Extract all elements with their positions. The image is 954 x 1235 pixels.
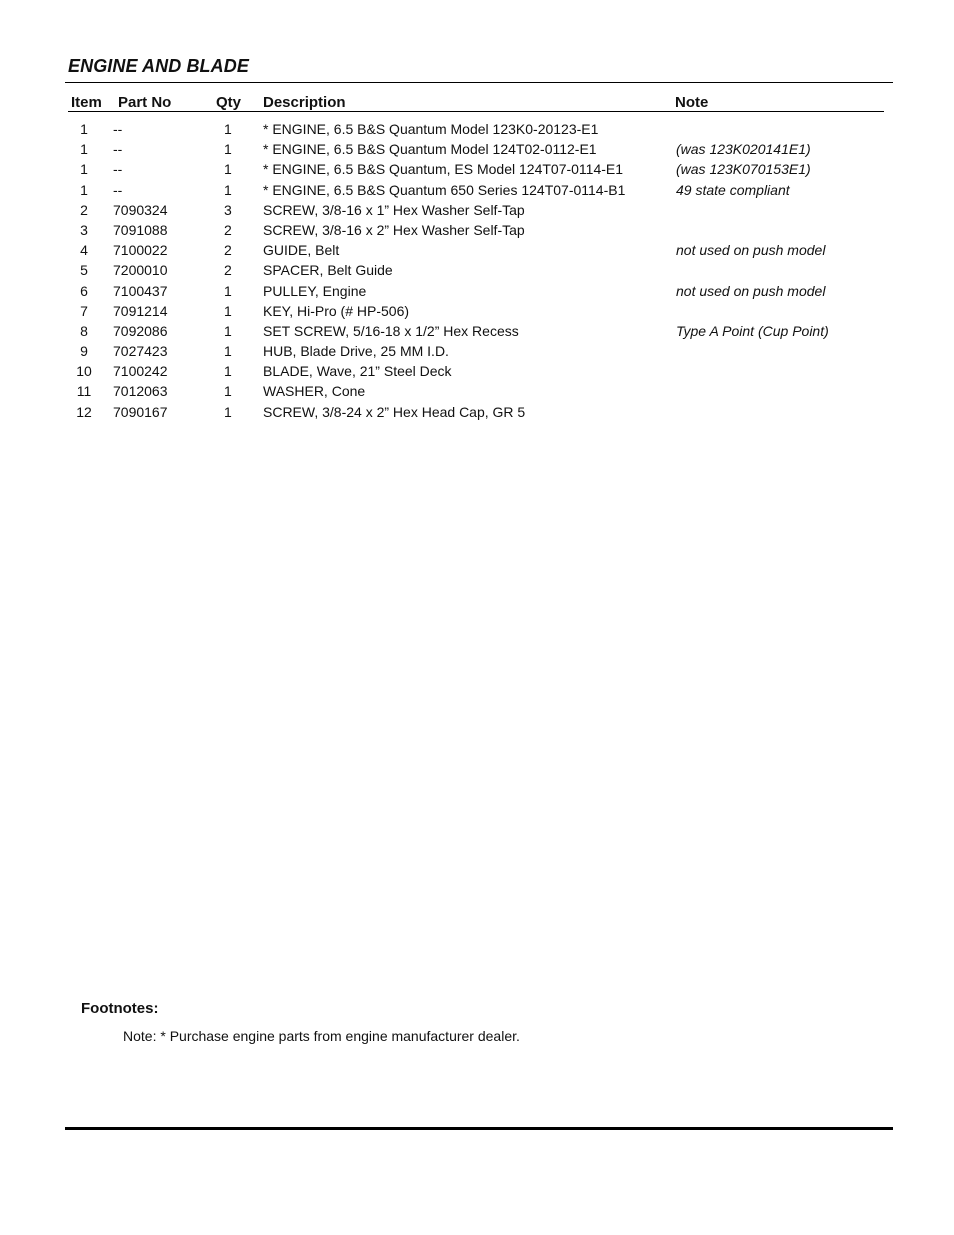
table-row <box>0 404 954 424</box>
cell-note: not used on push model <box>676 282 826 299</box>
table-row <box>0 202 954 222</box>
cell-qty: 1 <box>224 282 232 299</box>
column-header-part-no: Part No <box>118 94 172 111</box>
cell-part-no: 7090167 <box>113 403 168 420</box>
cell-description: SET SCREW, 5/16-18 x 1/2” Hex Recess <box>263 322 519 339</box>
cell-part-no: -- <box>113 161 123 178</box>
cell-item: 5 <box>80 262 88 279</box>
table-row <box>0 182 954 202</box>
cell-part-no: 7092086 <box>113 322 168 339</box>
cell-qty: 1 <box>224 302 232 319</box>
cell-description: * ENGINE, 6.5 B&S Quantum 650 Series 124T07-0114-B1 <box>263 181 626 198</box>
cell-note: Type A Point (Cup Point) <box>676 322 829 339</box>
cell-qty: 1 <box>224 403 232 420</box>
cell-item: 1 <box>80 181 88 198</box>
cell-description: * ENGINE, 6.5 B&S Quantum Model 123K0-20123-E1 <box>263 121 599 137</box>
cell-qty: 1 <box>224 322 232 339</box>
cell-part-no: -- <box>113 181 123 198</box>
header-divider <box>68 111 884 112</box>
cell-qty: 2 <box>224 221 232 238</box>
cell-part-no: 7100437 <box>113 282 168 299</box>
cell-part-no: -- <box>113 121 123 137</box>
cell-item: 7 <box>80 302 88 319</box>
column-header-note: Note <box>675 94 709 111</box>
cell-item: 6 <box>80 282 88 299</box>
cell-description: HUB, Blade Drive, 25 MM I.D. <box>263 343 449 360</box>
cell-part-no: 7027423 <box>113 343 168 360</box>
cell-qty: 1 <box>224 363 232 380</box>
cell-note: (was 123K070153E1) <box>676 161 811 178</box>
cell-item: 9 <box>80 343 88 360</box>
table-row <box>0 343 954 363</box>
cell-part-no: 7200010 <box>113 262 168 279</box>
page-title: ENGINE AND BLADE <box>68 56 249 76</box>
table-row <box>0 121 954 141</box>
cell-item: 4 <box>80 242 88 259</box>
cell-note: not used on push model <box>676 242 826 259</box>
cell-item: 1 <box>80 161 88 178</box>
cell-item: 1 <box>80 141 88 158</box>
cell-note: 49 state compliant <box>676 181 790 198</box>
footnote-text: Note: * Purchase engine parts from engine manufacturer dealer. <box>123 1028 520 1044</box>
cell-description: SPACER, Belt Guide <box>263 262 393 279</box>
table-row <box>0 242 954 262</box>
table-row <box>0 222 954 242</box>
cell-description: GUIDE, Belt <box>263 242 340 259</box>
cell-qty: 1 <box>224 141 232 158</box>
cell-part-no: 7100242 <box>113 363 168 380</box>
table-row <box>0 363 954 383</box>
table-row <box>0 283 954 303</box>
cell-qty: 2 <box>224 242 232 259</box>
cell-item: 10 <box>76 363 92 380</box>
cell-note: (was 123K020141E1) <box>676 141 811 158</box>
cell-item: 2 <box>80 201 88 218</box>
cell-qty: 3 <box>224 201 232 218</box>
cell-description: SCREW, 3/8-24 x 2” Hex Head Cap, GR 5 <box>263 403 526 420</box>
cell-qty: 1 <box>224 121 232 137</box>
table-row <box>0 383 954 403</box>
cell-item: 8 <box>80 322 88 339</box>
cell-qty: 2 <box>224 262 232 279</box>
cell-description: * ENGINE, 6.5 B&S Quantum Model 124T02-0112-E1 <box>263 141 597 158</box>
cell-part-no: 7012063 <box>113 383 168 400</box>
table-row <box>0 323 954 343</box>
cell-description: SCREW, 3/8-16 x 1” Hex Washer Self-Tap <box>263 201 525 218</box>
footnotes-heading: Footnotes: <box>81 1000 159 1017</box>
cell-qty: 1 <box>224 343 232 360</box>
title-divider <box>65 82 893 83</box>
table-row <box>0 262 954 282</box>
cell-part-no: -- <box>113 141 123 158</box>
cell-part-no: 7091214 <box>113 302 168 319</box>
table-row <box>0 161 954 181</box>
column-header-item: Item <box>71 94 102 111</box>
cell-part-no: 7091088 <box>113 221 168 238</box>
cell-description: BLADE, Wave, 21” Steel Deck <box>263 363 452 380</box>
cell-item: 11 <box>76 383 92 400</box>
table-row <box>0 141 954 161</box>
column-header-qty: Qty <box>216 94 242 111</box>
cell-description: WASHER, Cone <box>263 383 366 400</box>
cell-description: * ENGINE, 6.5 B&S Quantum, ES Model 124T07-0114-E1 <box>263 161 624 178</box>
cell-item: 12 <box>76 403 92 420</box>
cell-qty: 1 <box>224 161 232 178</box>
cell-description: KEY, Hi-Pro (# HP-506) <box>263 302 410 319</box>
cell-description: PULLEY, Engine <box>263 282 367 299</box>
cell-part-no: 7100022 <box>113 242 168 259</box>
column-header-description: Description <box>263 94 346 111</box>
cell-qty: 1 <box>224 383 232 400</box>
cell-qty: 1 <box>224 181 232 198</box>
bottom-divider <box>65 1127 893 1130</box>
cell-item: 3 <box>80 221 88 238</box>
cell-description: SCREW, 3/8-16 x 2” Hex Washer Self-Tap <box>263 221 525 238</box>
table-row <box>0 303 954 323</box>
cell-part-no: 7090324 <box>113 201 168 218</box>
parts-table-body <box>0 121 954 424</box>
cell-item: 1 <box>80 121 88 137</box>
